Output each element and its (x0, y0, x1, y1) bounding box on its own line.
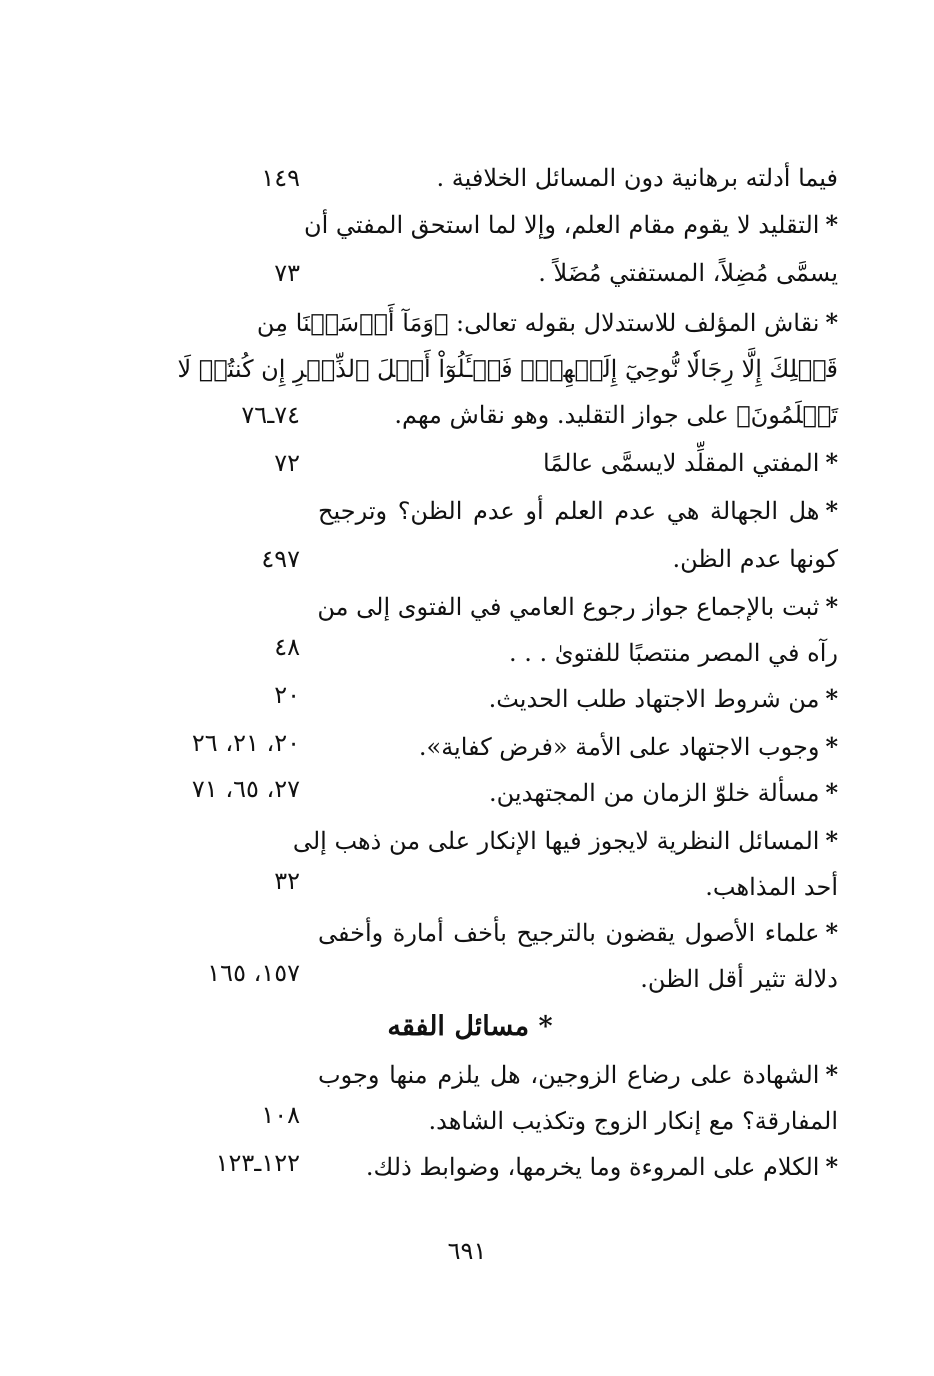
page-reference: ٧٣ (274, 259, 300, 287)
bullet-star: * (825, 592, 838, 621)
entry-line: فيما أدلته برهانية دون المسائل الخلافية . (436, 164, 838, 192)
entry-line: *مسألة خلوّ الزمان من المجتهدين. (489, 778, 838, 807)
bullet-star: * (825, 778, 838, 807)
page-reference: ٢٧، ٦٥، ٧١ (191, 775, 300, 803)
page-reference: ٤٨ (274, 633, 300, 661)
page-reference: ٣٢ (274, 867, 300, 895)
entry-line: تَعۡلَمُونَ﴾ على جواز التقليد. وهو نقاش مهم. (394, 401, 838, 429)
entry-line: أحد المذاهب. (705, 873, 838, 901)
entry-line: يسمَّى مُضِلاً، المستفتي مُضَلاً . (538, 259, 838, 287)
bullet-star: * (825, 732, 838, 761)
page-reference: ٤٩٧ (261, 545, 300, 573)
bullet-star: * (825, 826, 838, 855)
entry-line: *ثبت بالإجماع جواز رجوع العامي في الفتوى إلى من (317, 592, 838, 621)
entry-line: *الشهادة على رضاع الزوجين، هل يلزم منها وجوب (318, 1060, 838, 1089)
bullet-star: * (825, 496, 838, 525)
entry-line: رآه في المصر منتصبًا للفتوىٰ . . . (508, 639, 838, 667)
bullet-star: * (825, 448, 838, 477)
page-reference: ١٥٧، ١٦٥ (207, 959, 300, 987)
entry-line: المفارقة؟ مع إنكار الزوج وتكذيب الشاهد. (428, 1107, 838, 1135)
entry-line: *المسائل النظرية لايجوز فيها الإنكار على من ذهب إلى (292, 826, 838, 855)
entry-line: *الكلام على المروءة وما يخرمها، وضوابط ذلك. (365, 1152, 838, 1181)
page-reference: ١٤٩ (261, 164, 300, 192)
section-heading: * مسائل الفقه (387, 1011, 553, 1042)
page-reference: ١٢٢ـ١٢٣ (215, 1149, 300, 1177)
bullet-star: * (825, 1060, 838, 1089)
page-reference: ٢٠، ٢١، ٢٦ (191, 729, 300, 757)
entry-line: كونها عدم الظن. (672, 545, 838, 573)
bullet-star: * (825, 918, 838, 947)
bullet-star: * (825, 684, 838, 713)
entry-line: *وجوب الاجتهاد على الأمة «فرض كفاية». (418, 732, 838, 761)
page-reference: ١٠٨ (261, 1101, 300, 1129)
entry-line: *من شروط الاجتهاد طلب الحديث. (488, 684, 838, 713)
entry-line: *المفتي المقلِّد لايسمَّى عالمًا (542, 448, 838, 477)
entry-line: دلالة تثير أقل الظن. (640, 965, 838, 993)
entry-line: *التقليد لا يقوم مقام العلم، وإلا لما استحق المفتي أن (303, 210, 838, 239)
bullet-star: * (825, 210, 838, 239)
page-reference: ٢٠ (274, 681, 300, 709)
bullet-star: * (825, 308, 838, 337)
page-reference: ٧٢ (274, 449, 300, 477)
quran-verse-line: قَبۡلِكَ إِلَّا رِجَالٗا نُّوحِيٓ إِلَيۡهِمۡۚ فَسۡـَٔلُوٓاْ أَهۡلَ ٱلذِّكۡرِ إِن كُنتُمۡ لَا (177, 355, 838, 383)
page-reference: ٧٤ـ٧٦ (241, 401, 300, 429)
bullet-star: * (825, 1152, 838, 1181)
entry-line: *نقاش المؤلف للاستدلال بقوله تعالى: ﴿وَمَآ أَرۡسَلۡنَا مِن (256, 308, 838, 337)
entry-line: *علماء الأصول يقضون بالترجيح بأخف أمارة وأخفى (318, 918, 838, 947)
entry-line: *هل الجهالة هي عدم العلم أو عدم الظن؟ وترجيح (318, 496, 838, 525)
page-number: ٦٩١ (447, 1237, 487, 1265)
